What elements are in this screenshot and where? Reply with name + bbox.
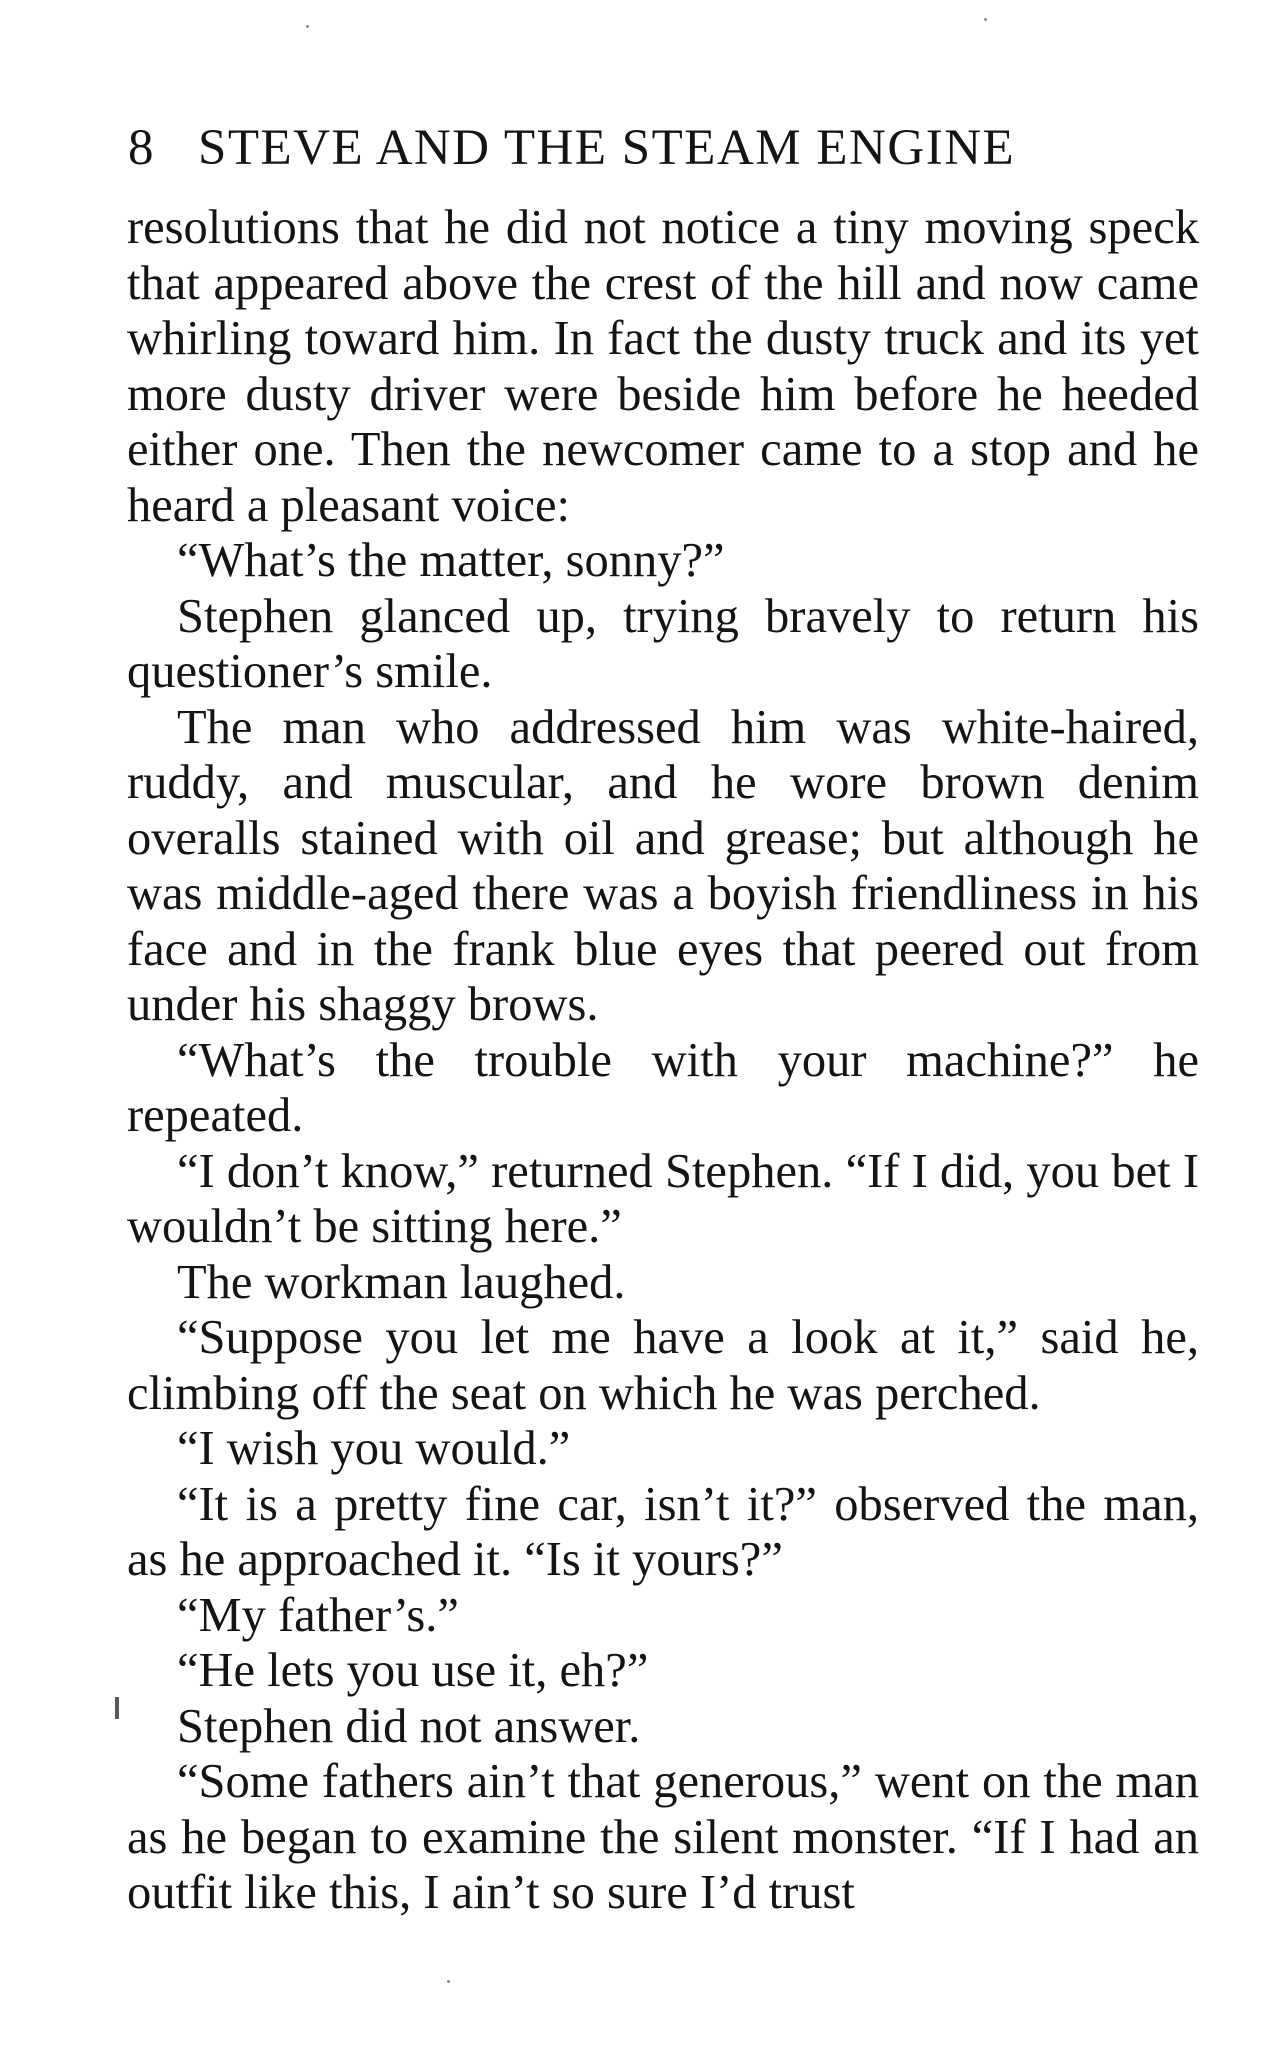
paragraph: “What’s the trouble with your machine?” he repeated.	[127, 1033, 1199, 1142]
body-text	[127, 200, 1199, 1921]
scan-speck	[447, 1980, 450, 1983]
paragraph: Stephen did not answer.	[177, 1699, 641, 1753]
paragraph: “Some fathers ain’t that generous,” went on the man as he began to examine the silent monster. “If I had an outfit like this, I ain’t so sure I’d trust	[127, 1755, 1199, 1919]
page-number: 8	[128, 120, 154, 176]
scan-speck	[306, 25, 309, 28]
running-title: STEVE AND THE STEAM ENGINE	[198, 120, 1016, 176]
paragraph: “I don’t know,” returned Stephen. “If I did, you bet I wouldn’t be sitting here.”	[127, 1144, 1199, 1253]
scan-speck	[984, 18, 987, 21]
paragraph: The workman laughed.	[177, 1255, 626, 1309]
paragraph: “Suppose you let me have a look at it,” said he, climbing off the seat on which he was perched.	[127, 1311, 1199, 1420]
paragraph: “He lets you use it, eh?”	[177, 1644, 649, 1697]
paragraph: “My father’s.”	[177, 1588, 459, 1642]
paragraph: Stephen glanced up, trying bravely to return his questioner’s smile.	[127, 589, 1199, 698]
paragraph: The man who addressed him was white-haired, ruddy, and muscular, and he wore brown denim overalls stained with oil and grease; but although he was middle-aged there was a boyish friendliness in his face and in the frank blue eyes that peered out from under his shaggy brows.	[127, 700, 1199, 1031]
paragraph: resolutions that he did not notice a tiny moving speck that appeared above the crest of the hill and now came whirling toward him. In fact the dusty truck and its yet more dusty driver were beside him before he heeded either one. Then the newcomer came to a stop and he heard a pleasant voice:	[127, 201, 1199, 532]
paragraph: “I wish you would.”	[177, 1422, 571, 1475]
margin-mark	[115, 1697, 119, 1719]
running-header	[128, 118, 1128, 178]
paragraph: “What’s the matter, sonny?”	[177, 534, 725, 587]
paragraph: “It is a pretty fine car, isn’t it?” observed the man, as he approached it. “Is it yours?”	[127, 1477, 1199, 1586]
